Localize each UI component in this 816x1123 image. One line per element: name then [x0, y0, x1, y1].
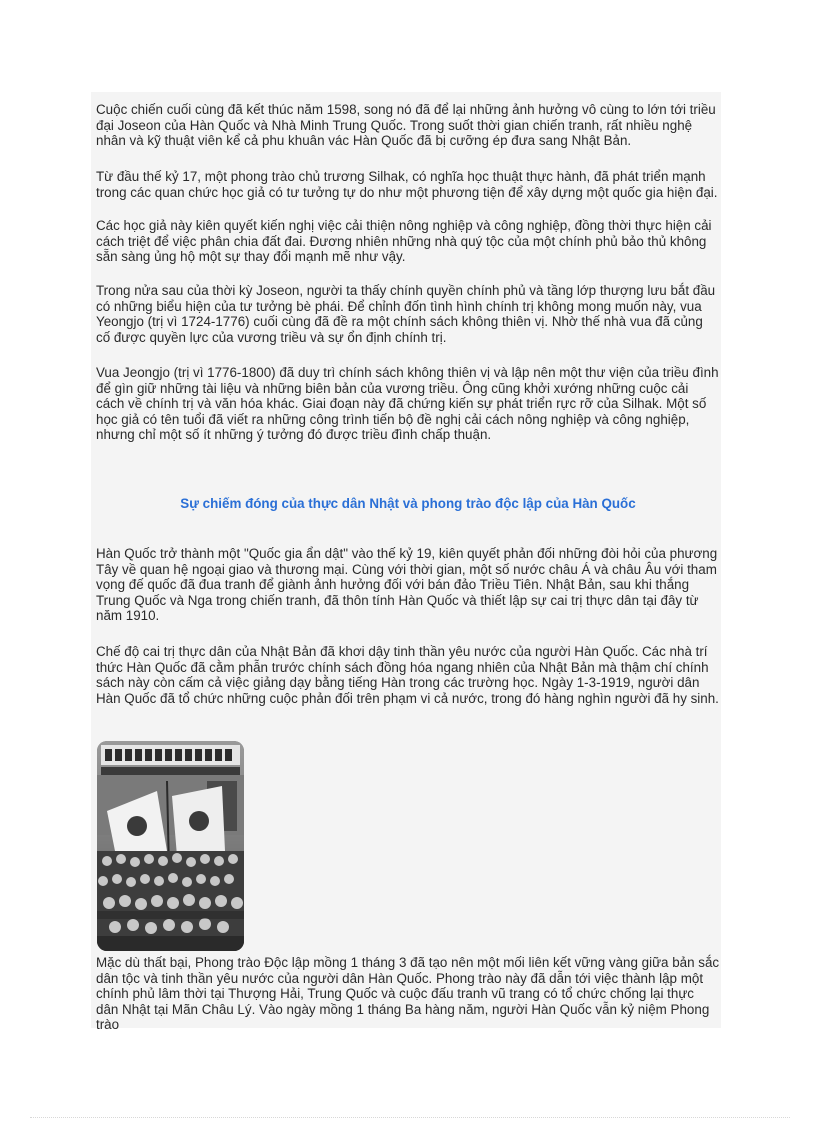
photo-image [97, 741, 244, 951]
page-bottom-divider [30, 1117, 790, 1118]
paragraph-colonial-rule: Chế độ cai trị thực dân của Nhật Bản đã khơi dậy tinh thần yêu nước của người Hàn Quốc. Các nhà trí thức Hàn Quốc đã cằm phẫn trước chính sách đồng hóa ngang nhiên của Nhật Bản mà thậm chí chính sách này còn cấm cả việc giảng dạy bằng tiếng Hàn trong các trường học. Ngày 1-3-1919, người dân Hàn Quốc đã tổ chức những cuộc phản đối trên phạm vi cả nước, trong đó hàng nghìn người đã hy sinh. [96, 644, 719, 706]
paragraph-silhak-origin: Từ đầu thế kỷ 17, một phong trào chủ trương Silhak, có nghĩa học thuật thực hành, đã phát triển mạnh trong các quan chức học giả có tư tưởng tự do như một phương tiện để xây dựng một quốc gia hiện đại. [96, 169, 718, 200]
paragraph-hermit-kingdom: Hàn Quốc trở thành một "Quốc gia ẩn dật" vào thế kỷ 19, kiên quyết phản đối những đòi hỏi của phương Tây về quan hệ ngoại giao và thương mại. Cùng với thời gian, một số nước châu Á và châu Âu với tham vọng đế quốc đã đua tranh để giành ảnh hưởng đối với bán đảo Triều Tiên. Nhật Bản, sau khi thắng Trung Quốc và Nga trong chiến tranh, đã thôn tính Hàn Quốc và thiết lập sự cai trị thực dân tại đây từ năm 1910. [96, 546, 718, 624]
historical-group-photo [97, 741, 244, 951]
section-heading: Sự chiếm đóng của thực dân Nhật và phong trào độc lập của Hàn Quốc [180, 496, 636, 511]
paragraph-king-yeongjo: Trong nửa sau của thời kỳ Joseon, người ta thấy chính quyền chính phủ và tầng lớp thượng lưu bắt đầu có những biểu hiện của tư tưởng bè phái. Để chỉnh đốn tình hình chính trị không mong muốn này, vua Yeongjo (trị vì 1724-1776) cuối cùng đã đề ra một chính sách không thiên vị. Nhờ thế nhà vua đã củng cố được quyền lực của vương triều và sự ổn định chính trị. [96, 283, 716, 345]
paragraph-scholars-reform: Các học giả này kiên quyết kiến nghị việc cải thiện nông nghiệp và công nghiệp, đồng thời thực hiện cải cách triệt để việc phân chia đất đai. Đương nhiên những nhà quý tộc của một chính phủ bảo thủ không sẵn sàng ủng hộ một sự thay đổi mạnh mẽ như vậy. [96, 218, 712, 265]
paragraph-independence-movement: Mặc dù thất bại, Phong trào Độc lập mồng 1 tháng 3 đã tạo nên một mối liên kết vững vàng giữa bản sắc dân tộc và tinh thần yêu nước của người dân Hàn Quốc. Phong trào này đã dẫn tới việc thành lập một chính phủ lâm thời tại Thượng Hải, Trung Quốc và cuộc đấu tranh vũ trang có tổ chức chống lại thực dân Nhật tại Mãn Châu Lý. Vào ngày mồng 1 tháng Ba hàng năm, người Hàn Quốc vẫn kỷ niệm Phong trào [96, 955, 720, 1033]
paragraph-king-jeongjo: Vua Jeongjo (trị vì 1776-1800) đã duy trì chính sách không thiên vị và lập nên một thư viện của triều đình để gìn giữ những tài liệu và những biên bản của vương triều. Ông cũng khởi xướng những cuộc cải cách về chính trị và văn hóa khác. Giai đoạn này đã chứng kiến sự phát triển rực rỡ của Silhak. Một số học giả có tên tuổi đã viết ra những công trình tiến bộ đề nghị cải cách nông nghiệp và công nghiệp, nhưng chỉ một số ít những ý tưởng đó được triều đình chấp thuận. [96, 365, 719, 443]
paragraph-imjin-war: Cuộc chiến cuối cùng đã kết thúc năm 1598, song nó đã để lại những ảnh hưởng vô cùng to lớn tới triều đại Joseon của Hàn Quốc và Nhà Minh Trung Quốc. Trong suốt thời gian chiến tranh, rất nhiều nghệ nhân và kỹ thuật viên kể cả phu khuân vác Hàn Quốc đã bị cưỡng ép đưa sang Nhật Bản. [96, 102, 716, 149]
